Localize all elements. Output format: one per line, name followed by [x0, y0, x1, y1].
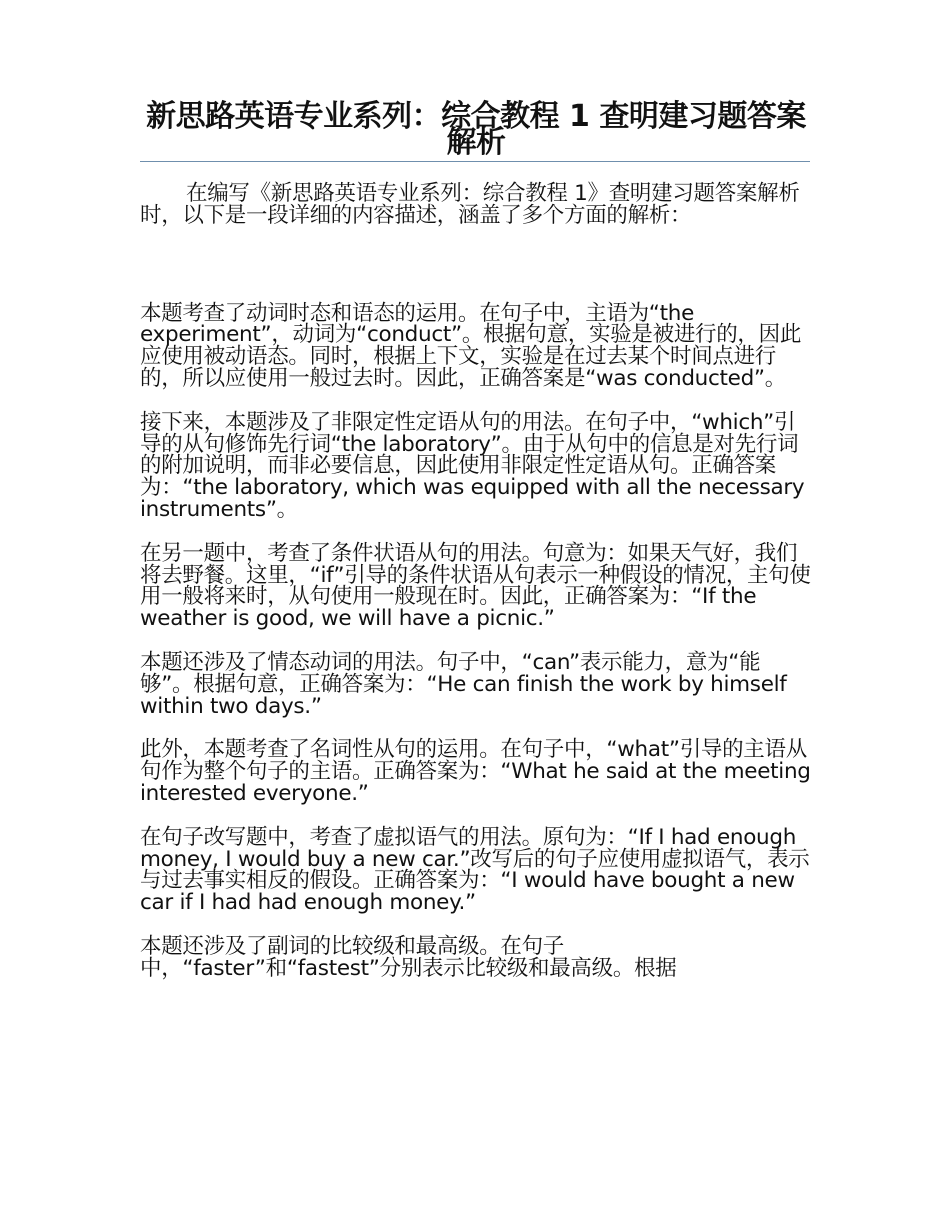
document-title: 新思路英语专业系列：综合教程 1 查明建习题答案解析 — [146, 99, 806, 160]
analysis-paragraph-relative-clause: 接下来，本题涉及了非限定性定语从句的用法。在句子中，“which”引导的从句修饰先行词“the laboratory”。由于从句中的信息是对先行词的附加说明，而非必要信息，因此使用非限定性定语从句。正确答案为：“the laboratory, which was equipped with all the necessary instruments”。 — [140, 409, 805, 522]
analysis-paragraph-comparatives: 本题还涉及了副词的比较级和最高级。在句子中，“faster”和“fastest”分别表示比较级和最高级。根据 — [140, 933, 677, 981]
analysis-paragraph-tense-voice: 本题考查了动词时态和语态的运用。在句子中，主语为“the experiment”，动词为“conduct”。根据句意，实验是被进行的，因此应使用被动语态。同时，根据上下文，实验是在过去某个时间点进行的，所以应使用一般过去时。因此，正确答案是“was conducted”。 — [140, 300, 802, 391]
intro-paragraph: 在编写《新思路英语专业系列：综合教程 1》查明建习题答案解析时，以下是一段详细的内容描述，涵盖了多个方面的解析： — [140, 181, 800, 228]
analysis-paragraph-subjunctive: 在句子改写题中，考查了虚拟语气的用法。原句为：“If I had enough money, I would buy a new car.”改写后的句子应使用虚拟语气，表示与过去事实相反的假设。正确答案为：“I would have bought a new car if I had had enough money.” — [140, 824, 810, 916]
analysis-paragraph-conditional: 在另一题中，考查了条件状语从句的用法。句意为：如果天气好，我们将去野餐。这里，“if”引导的条件状语从句表示一种假设的情况，主句使用一般将来时，从句使用一般现在时。因此，正确答案为：“If the weather is good, we will have a picnic.” — [140, 540, 811, 632]
title-underline — [140, 161, 810, 162]
analysis-paragraph-modal-verb: 本题还涉及了情态动词的用法。句子中，“can”表示能力，意为“能够”。根据句意，正确答案为：“He can finish the work by himself within two days.” — [140, 649, 787, 719]
analysis-paragraph-noun-clause: 此外，本题考查了名词性从句的运用。在句子中，“what”引导的主语从句作为整个句子的主语。正确答案为：“What he said at the meeting interested everyone.” — [140, 737, 811, 806]
document-body — [140, 183, 812, 1002]
